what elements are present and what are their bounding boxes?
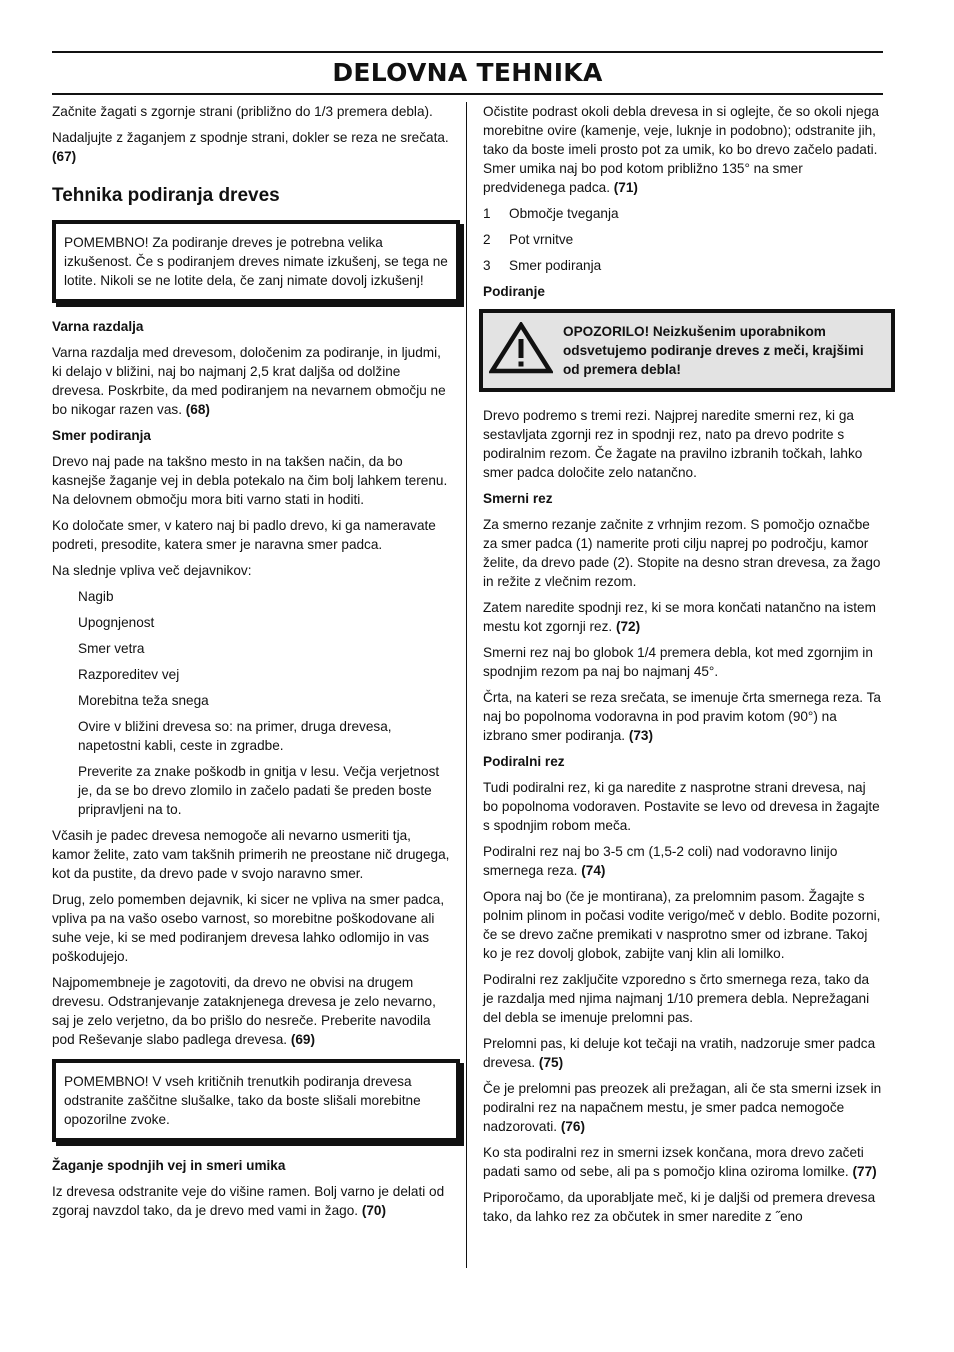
directional-cut-paragraph: Zatem naredite spodnji rez, ki se mora končati natančno na istem mestu kot zgornji rez. (72) xyxy=(483,600,876,634)
header-rule-top xyxy=(52,51,883,53)
subheading-felling: Podiranje xyxy=(483,284,545,299)
felling-cut-paragraph: Priporočamo, da uporabljate meč, ki je daljši od premera drevesa tako, da lahko rez za občutek in smer naredite z ˝eno xyxy=(483,1190,876,1224)
warning-text: OPOZORILO! Neizkušenim uporabnikom odsvetujemo podiranje dreves z meči, krajšimi od premera debla! xyxy=(563,324,864,377)
felling-paragraph: Drevo podremo s tremi rezi. Najprej naredite smerni rez, ki ga sestavljata zgornji rez in spodnji rez, nato pa drevo podrite s podiralnim rezom. Če žagate na pravilno izbranih točkah, lahko smer padca določite zelo natančno. xyxy=(483,408,863,480)
felling-cut-paragraph: Podiralni rez zaključite vzporedno s črto smernega reza, tako da je razdalja med njima najmanj 1/10 premera debla. Neprežagani del debla se imenuje prelomni pas. xyxy=(483,972,870,1025)
factor-item: Morebitna teža snega xyxy=(78,693,209,708)
page-title: DELOVNA TEHNIKA xyxy=(332,58,603,87)
felling-cut-paragraph: Ko sta podiralni rez in smerni izsek končana, mora drevo začeti padati samo od sebe, ali pa s pomočjo klina oziroma lomilke. (77) xyxy=(483,1145,877,1179)
subheading-lower-branches: Žaganje spodnjih vej in smeri umika xyxy=(52,1158,286,1173)
direction-paragraph: Drevo naj pade na takšno mesto in na takšen način, da bo kasnejše žaganje vej in debla potekalo na čim bolj lahkem terenu. Na delovnem območju mora biti varno stati in hoditi. xyxy=(52,454,448,507)
factor-item: Nagib xyxy=(78,589,114,604)
notice-text: POMEMBNO! V vseh kritičnih trenutkih podiranja drevesa odstranite zaščitne slušalke, tako da boste slišali morebitne opozorilne zvoke. xyxy=(64,1074,421,1127)
figure-ref: (69) xyxy=(290,1032,316,1047)
figure-ref: (74) xyxy=(581,863,606,878)
figure-ref: (70) xyxy=(361,1203,386,1218)
list-item: 3 Smer podiranja xyxy=(483,258,602,273)
continue-paragraph: Nadaljujte z žaganjem z spodnje strani, dokler se reza ne srečata. (67) xyxy=(52,130,449,164)
branches-paragraph: Iz drevesa odstranite veje do višine ramen. Bolj varno je delati od zgoraj navzdol tako, da je drevo med vami in žago. (70) xyxy=(52,1184,445,1218)
felling-cut-paragraph: Tudi podiralni rez, ki ga naredite z nasprotne strani drevesa, naj bo popolnoma vodoraven. Postavite se levo od drevesa in žagajte s spodnjim robom meča. xyxy=(483,780,880,833)
right-column xyxy=(483,102,883,1233)
directional-cut-paragraph: Smerni rez naj bo globok 1/4 premera debla, kot med zgornjim in spodnjim rezom pa naj bo najmanj 45°. xyxy=(483,645,873,679)
intro-paragraph: Začnite žagati s zgornje strani (približno do 1/3 premera debla). xyxy=(52,104,433,119)
section-heading: Tehnika podiranja dreves xyxy=(52,185,280,206)
list-item: 1 Območje tveganja xyxy=(483,206,619,221)
factor-item: Razporeditev vej xyxy=(78,667,180,682)
factor-item: Upognjenost xyxy=(78,615,155,630)
figure-ref: (75) xyxy=(538,1055,564,1070)
list-item: 2 Pot vrnitve xyxy=(483,232,574,247)
warning-triangle-icon xyxy=(489,322,553,374)
factor-item: Smer vetra xyxy=(78,641,145,656)
figure-ref: (77) xyxy=(852,1164,877,1179)
subheading-directional-cut: Smerni rez xyxy=(483,491,553,506)
numbered-list xyxy=(483,204,883,275)
figure-ref: (76) xyxy=(560,1119,586,1134)
factor-item: Preverite za znake poškodb in gnitja v lesu. Večja verjetnost je, da se bo drevo zlomilo in začelo padati še preden boste pripravljeni na to. xyxy=(78,764,440,817)
left-column xyxy=(52,102,450,1227)
clearing-paragraph: Očistite podrast okoli debla drevesa in si oglejte, če so okoli njega morebitne ovire (kamenje, veje, luknje in podobno); odstranite jih, tako da boste imeli prosto pot za umik, ko bo drevo začelo padati. Smer umika naj bo pod kotom približno 135° na smer predvidenega padca. (71) xyxy=(483,104,879,195)
figure-ref: (72) xyxy=(615,619,641,634)
figure-ref: (71) xyxy=(613,180,638,195)
felling-cut-paragraph: Prelomni pas, ki deluje kot tečaji na vratih, nadzoruje smer padca drevesa. (75) xyxy=(483,1036,876,1070)
subheading-safe-distance: Varna razdalja xyxy=(52,319,144,334)
safe-distance-paragraph: Varna razdalja med drevesom, določenim za podiranje, in ljudmi, ki delajo v bližini, naj bo najmanj 2,5 krat daljša od dolžine drevesa. Poskrbite, da med podiranjem na nevarnem območju ne bo nikogar razen vas. (68) xyxy=(52,345,446,417)
directional-cut-paragraph: Črta, na kateri se reza srečata, se imenuje črta smernega reza. Ta naj bo popolnoma vodoravna in pod pravim kotom (90°) na izbrano smer podiranja. (73) xyxy=(483,690,881,743)
figure-ref: (68) xyxy=(185,402,210,417)
directional-cut-paragraph: Za smerno rezanje začnite z vrhnjim rezom. S pomočjo označbe za smer padca (1) namerite proti cilju naprej po področju, kamor želite, da drevo pade (2). Stopite na desno stran drevesa, za žago in režite z vlečnim rezom. xyxy=(483,517,881,589)
direction-paragraph: Ko določate smer, v katero naj bi padlo drevo, ki ga nameravate podreti, presodite, katera smer je naravna smer padca. xyxy=(52,518,436,552)
important-notice-box xyxy=(52,220,460,303)
important-notice-box xyxy=(52,1059,460,1142)
column-divider xyxy=(466,102,467,1268)
direction-paragraph: Na slednje vpliva več dejavnikov: xyxy=(52,563,252,578)
figure-ref: (67) xyxy=(52,149,77,164)
direction-paragraph: Drug, zelo pomemben dejavnik, ki sicer ne vpliva na smer padca, vpliva pa na vašo osebo varnost, so morebitne poškodovane ali suhe veje, ki se med podiranjem drevesa lahko odlomijo in vas poškodujejo. xyxy=(52,892,445,964)
felling-cut-paragraph: Če je prelomni pas preozek ali prežagan, ali če sta smerni izsek in podiralni rez na napačnem mestu, je smer padca nemogoče nadzorovati. (76) xyxy=(483,1081,882,1134)
subheading-felling-cut: Podiralni rez xyxy=(483,754,565,769)
felling-cut-paragraph: Podiralni rez naj bo 3-5 cm (1,5-2 coli) nad vodoravno linijo smernega reza. (74) xyxy=(483,844,838,878)
felling-cut-paragraph: Opora naj bo (če je montirana), za prelomnim pasom. Žagajte s polnim plinom in počasi vodite verigo/meč v deblo. Bodite pozorni, če se drevo začne premikati v nasprotno smer od izbrane. Takoj ko je rez dovolj globok, zabijte vanj klin ali lomilko. xyxy=(483,889,881,961)
notice-text: POMEMBNO! Za podiranje dreves je potrebna velika izkušenost. Če s podiranjem dreves nimate izkušenj, se tega ne lotite. Nikoli se ne lotite dela, če zanj nimate dovolj izkušenj! xyxy=(64,235,448,288)
warning-box xyxy=(479,309,895,392)
subheading-felling-direction: Smer podiranja xyxy=(52,428,151,443)
factor-list xyxy=(52,587,450,819)
factor-item: Ovire v bližini drevesa so: na primer, druga drevesa, napetostni kabli, ceste in zgradbe. xyxy=(78,719,392,753)
header-rule-bottom xyxy=(52,93,883,95)
figure-ref: (73) xyxy=(628,728,654,743)
direction-paragraph: Najpomembneje je zagotoviti, da drevo ne obvisi na drugem drevesu. Odstranjevanje zataknjenega drevesa je zelo nevarno, saj je zelo verjetno, da bo prišlo do nesreče. Preberite navodila pod Reševanje slabo padlega drevesa. (69) xyxy=(52,975,436,1047)
direction-paragraph: Včasih je padec drevesa nemogoče ali nevarno usmeriti tja, kamor želite, zato vam takšnih primerih ne preostane nič drugega, kot da pustite, da drevo pade v svojo naravno smer. xyxy=(52,828,450,881)
